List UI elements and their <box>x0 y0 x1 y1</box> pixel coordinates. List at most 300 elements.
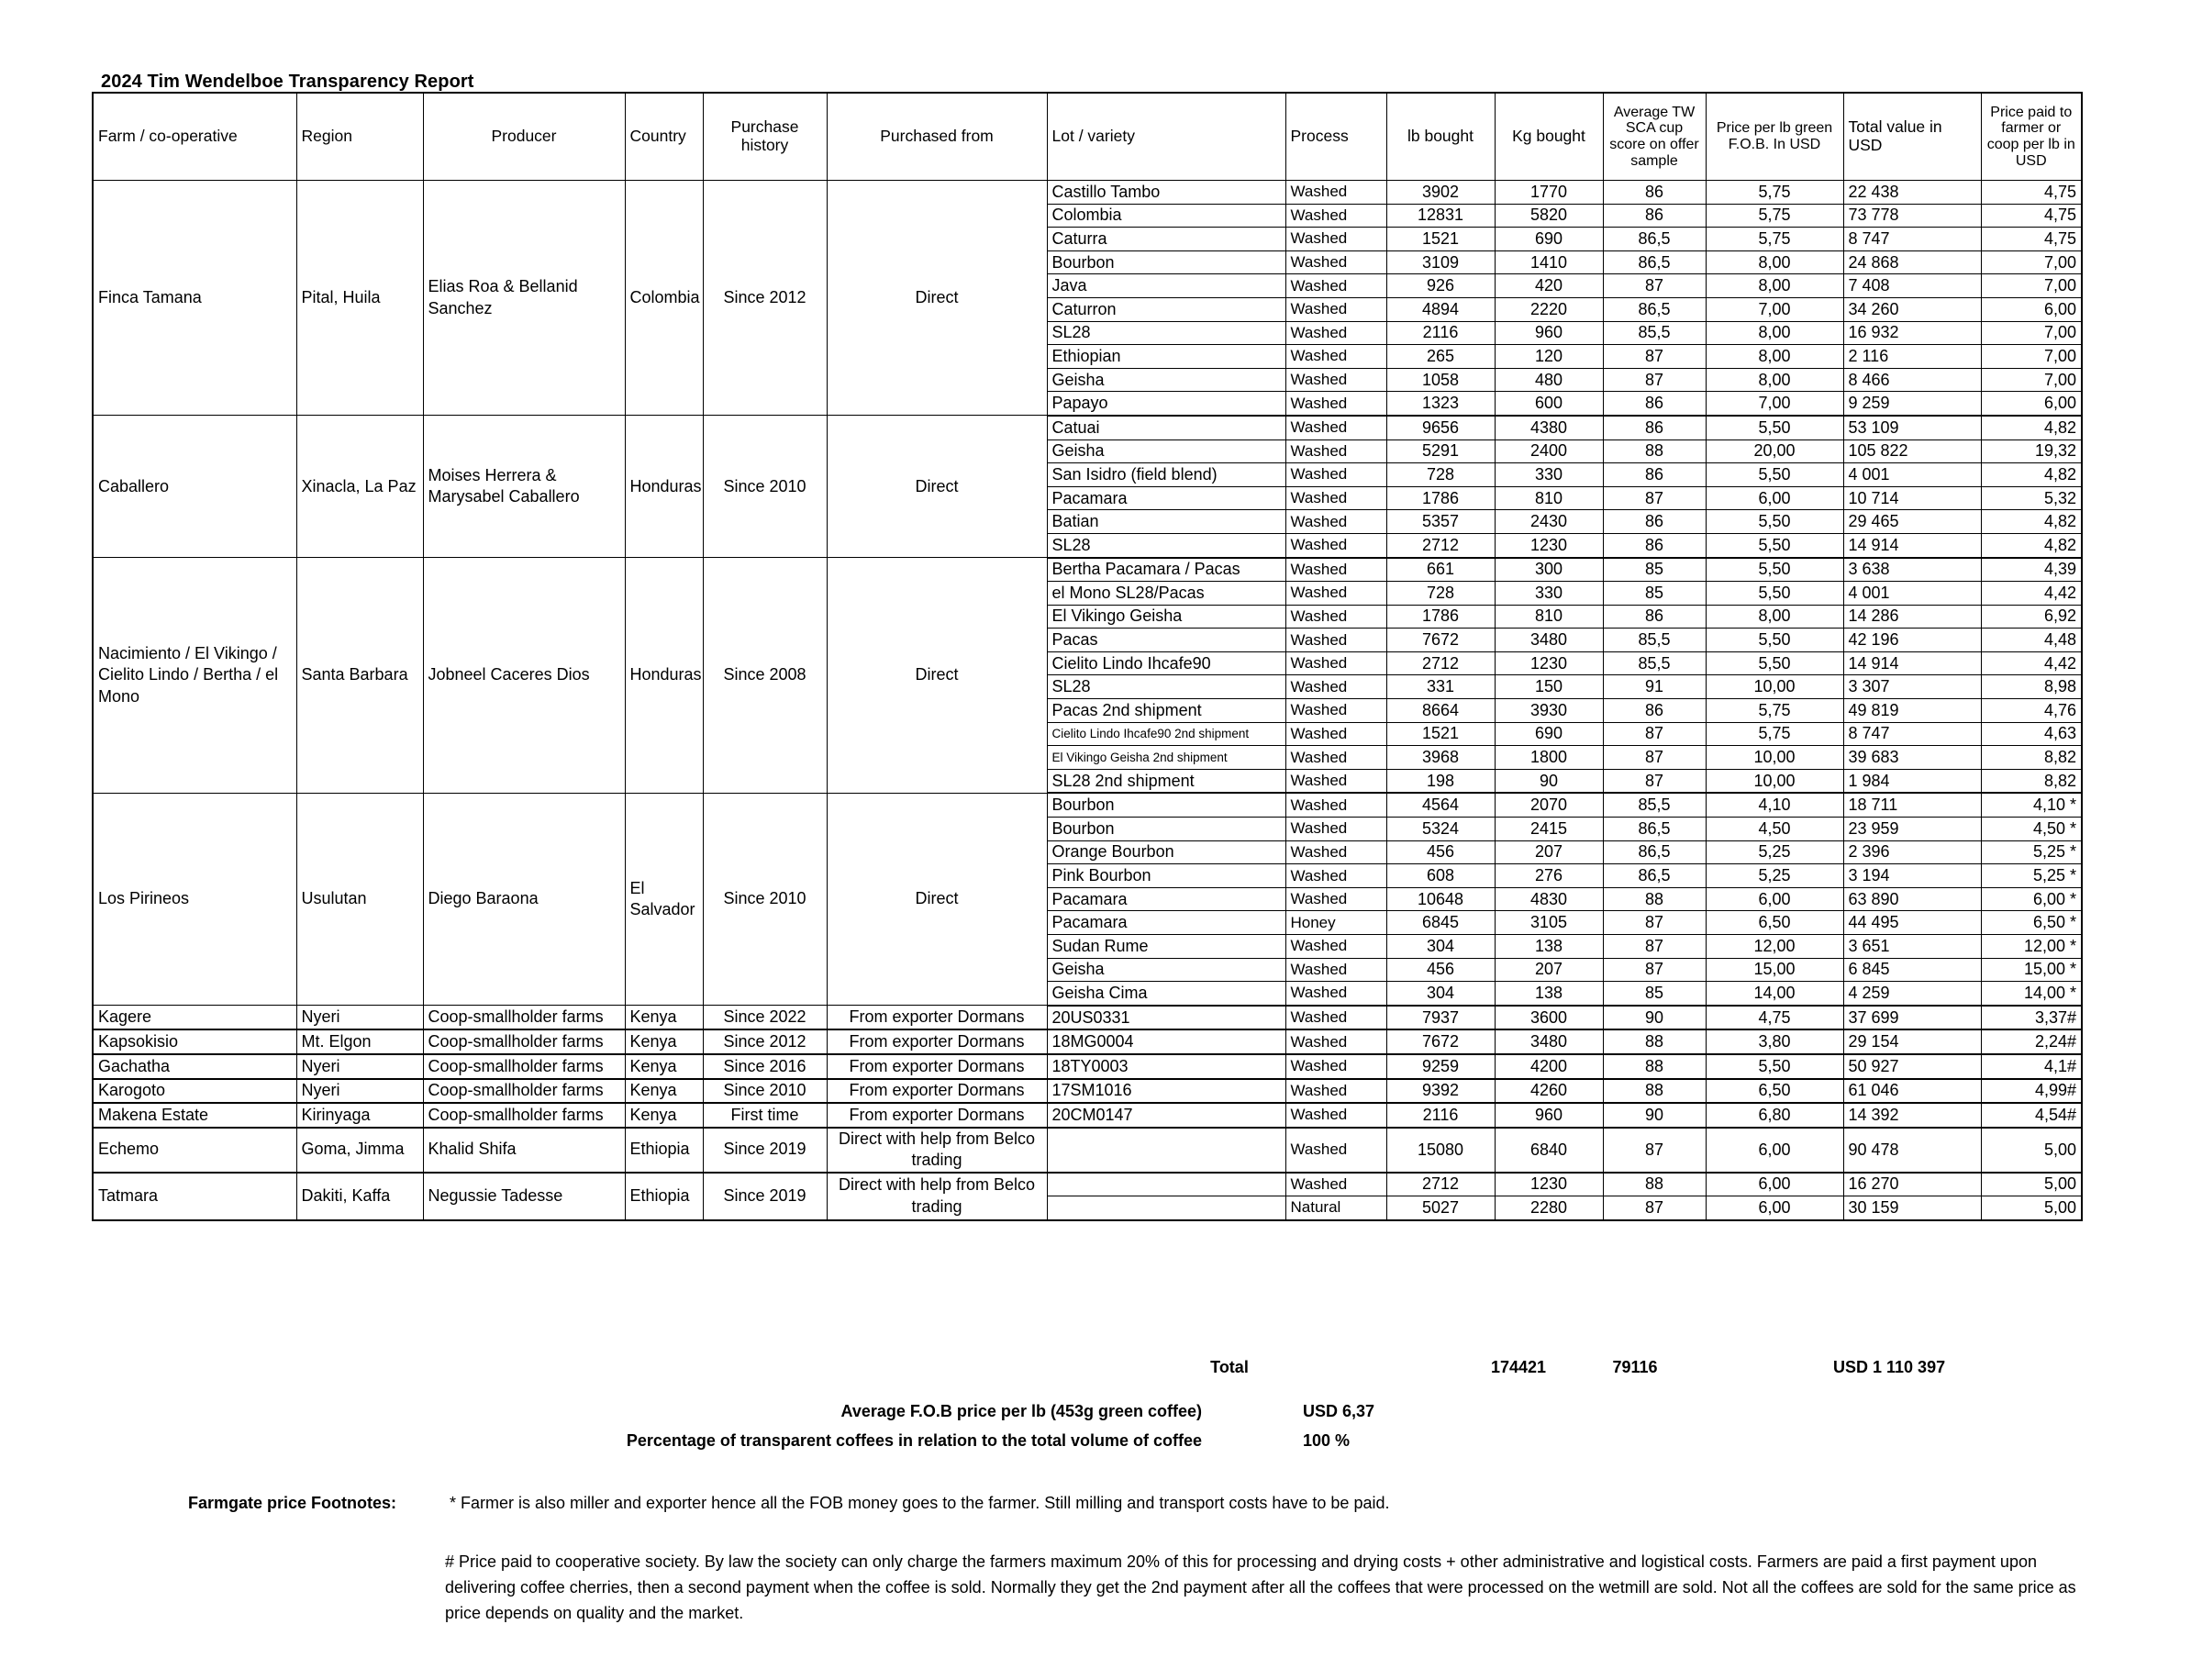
cell-lb-bought: 2116 <box>1386 1103 1495 1128</box>
cell-cup-score: 86,5 <box>1603 297 1706 321</box>
cell-purchase-history: Since 2012 <box>703 1029 827 1054</box>
cell-price-per-lb: 10,00 <box>1706 746 1843 770</box>
cell-purchased-from: From exporter Dormans <box>827 1054 1047 1079</box>
cell-total-value: 61 046 <box>1843 1079 1981 1104</box>
cell-kg-bought: 3930 <box>1495 699 1603 723</box>
cell-purchase-history: Since 2008 <box>703 558 827 794</box>
cell-producer: Coop-smallholder farms <box>423 1006 625 1030</box>
cell-farmgate: 7,00 <box>1981 368 2082 392</box>
cell-purchased-from: From exporter Dormans <box>827 1103 1047 1128</box>
cell-process: Washed <box>1285 416 1386 439</box>
cell-farmgate: 8,82 <box>1981 746 2082 770</box>
cell-lb-bought: 5027 <box>1386 1196 1495 1220</box>
cell-lot-variety: 18MG0004 <box>1047 1029 1285 1054</box>
cell-farm: Los Pirineos <box>93 793 296 1005</box>
cell-region: Goma, Jimma <box>296 1128 423 1173</box>
cell-process: Washed <box>1285 887 1386 911</box>
summary-line-avg-fob <box>0 1402 2202 1431</box>
cell-kg-bought: 120 <box>1495 345 1603 369</box>
cell-lot-variety: Caturron <box>1047 297 1285 321</box>
cell-cup-score: 86 <box>1603 605 1706 629</box>
cell-lb-bought: 1521 <box>1386 228 1495 251</box>
summary-label-transparent-pct: Percentage of transparent coffees in relation to the total volume of coffee <box>626 1431 1202 1450</box>
cell-purchase-history: Since 2010 <box>703 1079 827 1104</box>
cell-farmgate: 4,48 <box>1981 629 2082 652</box>
cell-process: Washed <box>1285 769 1386 793</box>
cell-kg-bought: 960 <box>1495 1103 1603 1128</box>
cell-price-per-lb: 8,00 <box>1706 368 1843 392</box>
cell-total-value: 22 438 <box>1843 181 1981 205</box>
cell-kg-bought: 276 <box>1495 864 1603 888</box>
cell-lb-bought: 2712 <box>1386 533 1495 557</box>
cell-total-value: 2 116 <box>1843 345 1981 369</box>
cell-price-per-lb: 5,25 <box>1706 864 1843 888</box>
cell-lot-variety: 17SM1016 <box>1047 1079 1285 1104</box>
cell-cup-score: 90 <box>1603 1006 1706 1030</box>
cell-producer: Coop-smallholder farms <box>423 1054 625 1079</box>
totals-value: USD 1 110 397 <box>1833 1358 1946 1376</box>
col-header-cup-score: Average TW SCA cup score on offer sample <box>1603 93 1706 181</box>
cell-cup-score: 85,5 <box>1603 629 1706 652</box>
cell-process: Washed <box>1285 582 1386 606</box>
cell-lot-variety: Pacamara <box>1047 887 1285 911</box>
cell-price-per-lb: 14,00 <box>1706 982 1843 1006</box>
cell-farmgate: 12,00 * <box>1981 935 2082 959</box>
totals-lb: 174421 <box>1490 1358 1547 1376</box>
cell-farmgate: 4,76 <box>1981 699 2082 723</box>
cell-region: Nyeri <box>296 1054 423 1079</box>
cell-price-per-lb: 5,50 <box>1706 510 1843 534</box>
cell-kg-bought: 1770 <box>1495 181 1603 205</box>
cell-country: Honduras <box>625 416 703 558</box>
cell-purchase-history: Since 2016 <box>703 1054 827 1079</box>
cell-farmgate: 14,00 * <box>1981 982 2082 1006</box>
cell-process: Washed <box>1285 699 1386 723</box>
cell-farmgate: 5,00 <box>1981 1173 2082 1196</box>
cell-total-value: 29 154 <box>1843 1029 1981 1054</box>
cell-cup-score: 87 <box>1603 722 1706 746</box>
table-row <box>93 1173 2082 1196</box>
cell-kg-bought: 4260 <box>1495 1079 1603 1104</box>
cell-cup-score: 87 <box>1603 1196 1706 1220</box>
cell-lb-bought: 9392 <box>1386 1079 1495 1104</box>
cell-process: Washed <box>1285 629 1386 652</box>
cell-farmgate: 6,50 * <box>1981 911 2082 935</box>
cell-lot-variety: SL28 2nd shipment <box>1047 769 1285 793</box>
cell-lot-variety: 20US0331 <box>1047 1006 1285 1030</box>
cell-lb-bought: 728 <box>1386 582 1495 606</box>
cell-farmgate: 4,63 <box>1981 722 2082 746</box>
cell-total-value: 39 683 <box>1843 746 1981 770</box>
cell-kg-bought: 1410 <box>1495 250 1603 274</box>
cell-kg-bought: 810 <box>1495 486 1603 510</box>
cell-region: Kirinyaga <box>296 1103 423 1128</box>
cell-price-per-lb: 5,25 <box>1706 840 1843 864</box>
cell-farmgate: 19,32 <box>1981 439 2082 463</box>
cell-purchased-from: Direct <box>827 558 1047 794</box>
cell-lot-variety: Pacamara <box>1047 911 1285 935</box>
footnote-star: * Farmer is also miller and exporter hence all the FOB money goes to the farmer. Still milling and transport costs have to be paid. <box>450 1494 1390 1512</box>
cell-total-value: 49 819 <box>1843 699 1981 723</box>
cell-price-per-lb: 5,75 <box>1706 699 1843 723</box>
cell-farm: Kapsokisio <box>93 1029 296 1054</box>
cell-kg-bought: 2430 <box>1495 510 1603 534</box>
cell-farmgate: 6,00 <box>1981 297 2082 321</box>
cell-country: Kenya <box>625 1054 703 1079</box>
cell-cup-score: 86 <box>1603 204 1706 228</box>
cell-price-per-lb: 5,50 <box>1706 651 1843 675</box>
cell-lot-variety: Cielito Lindo Ihcafe90 <box>1047 651 1285 675</box>
cell-cup-score: 86,5 <box>1603 228 1706 251</box>
cell-lot-variety <box>1047 1173 1285 1196</box>
cell-total-value: 4 001 <box>1843 463 1981 487</box>
cell-price-per-lb: 6,80 <box>1706 1103 1843 1128</box>
cell-purchase-history: Since 2019 <box>703 1128 827 1173</box>
cell-process: Washed <box>1285 228 1386 251</box>
cell-lot-variety: Colombia <box>1047 204 1285 228</box>
cell-total-value: 90 478 <box>1843 1128 1981 1173</box>
cell-lb-bought: 10648 <box>1386 887 1495 911</box>
cell-total-value: 42 196 <box>1843 629 1981 652</box>
table-row <box>93 416 2082 439</box>
cell-purchase-history: Since 2010 <box>703 793 827 1005</box>
cell-process: Natural <box>1285 1196 1386 1220</box>
cell-region: Nyeri <box>296 1006 423 1030</box>
cell-kg-bought: 1230 <box>1495 651 1603 675</box>
cell-kg-bought: 207 <box>1495 840 1603 864</box>
cell-price-per-lb: 15,00 <box>1706 958 1843 982</box>
cell-lot-variety: SL28 <box>1047 675 1285 699</box>
totals-label: Total <box>1210 1358 1249 1376</box>
cell-kg-bought: 2070 <box>1495 793 1603 817</box>
cell-farmgate: 5,00 <box>1981 1128 2082 1173</box>
cell-cup-score: 86 <box>1603 699 1706 723</box>
cell-farmgate: 3,37# <box>1981 1006 2082 1030</box>
col-header-kg-bought: Kg bought <box>1495 93 1603 181</box>
cell-lot-variety: el Mono SL28/Pacas <box>1047 582 1285 606</box>
cell-purchased-from: Direct <box>827 181 1047 416</box>
cell-lb-bought: 7672 <box>1386 1029 1495 1054</box>
cell-kg-bought: 690 <box>1495 228 1603 251</box>
cell-price-per-lb: 20,00 <box>1706 439 1843 463</box>
cell-producer: Diego Baraona <box>423 793 625 1005</box>
cell-price-per-lb: 5,50 <box>1706 582 1843 606</box>
cell-farmgate: 8,98 <box>1981 675 2082 699</box>
cell-lb-bought: 456 <box>1386 840 1495 864</box>
cell-price-per-lb: 8,00 <box>1706 605 1843 629</box>
table-row <box>93 1079 2082 1104</box>
cell-price-per-lb: 5,50 <box>1706 463 1843 487</box>
summary-block <box>0 1402 2202 1461</box>
cell-kg-bought: 4380 <box>1495 416 1603 439</box>
cell-price-per-lb: 7,00 <box>1706 392 1843 416</box>
cell-price-per-lb: 5,50 <box>1706 558 1843 582</box>
cell-kg-bought: 420 <box>1495 274 1603 298</box>
cell-lb-bought: 7672 <box>1386 629 1495 652</box>
cell-kg-bought: 4200 <box>1495 1054 1603 1079</box>
cell-cup-score: 86 <box>1603 416 1706 439</box>
cell-purchase-history: First time <box>703 1103 827 1128</box>
cell-farmgate: 4,42 <box>1981 651 2082 675</box>
cell-farm: Karogoto <box>93 1079 296 1104</box>
cell-process: Washed <box>1285 345 1386 369</box>
cell-price-per-lb: 8,00 <box>1706 345 1843 369</box>
cell-lb-bought: 608 <box>1386 864 1495 888</box>
cell-process: Washed <box>1285 510 1386 534</box>
cell-farmgate: 4,42 <box>1981 582 2082 606</box>
cell-farmgate: 6,00 * <box>1981 887 2082 911</box>
cell-price-per-lb: 5,75 <box>1706 181 1843 205</box>
cell-cup-score: 85,5 <box>1603 793 1706 817</box>
cell-kg-bought: 810 <box>1495 605 1603 629</box>
cell-cup-score: 87 <box>1603 769 1706 793</box>
cell-price-per-lb: 8,00 <box>1706 250 1843 274</box>
col-header-lot-variety: Lot / variety <box>1047 93 1285 181</box>
cell-total-value: 63 890 <box>1843 887 1981 911</box>
summary-label-avg-fob: Average F.O.B price per lb (453g green coffee) <box>840 1402 1202 1420</box>
cell-cup-score: 90 <box>1603 1103 1706 1128</box>
cell-farmgate: 15,00 * <box>1981 958 2082 982</box>
cell-price-per-lb: 10,00 <box>1706 675 1843 699</box>
cell-process: Washed <box>1285 722 1386 746</box>
cell-total-value: 44 495 <box>1843 911 1981 935</box>
cell-cup-score: 86,5 <box>1603 840 1706 864</box>
cell-farmgate: 4,82 <box>1981 510 2082 534</box>
cell-lb-bought: 4564 <box>1386 793 1495 817</box>
cell-process: Washed <box>1285 982 1386 1006</box>
cell-country: Ethiopia <box>625 1128 703 1173</box>
cell-cup-score: 87 <box>1603 486 1706 510</box>
cell-process: Washed <box>1285 651 1386 675</box>
cell-process: Washed <box>1285 533 1386 557</box>
cell-farmgate: 4,1# <box>1981 1054 2082 1079</box>
cell-lb-bought: 926 <box>1386 274 1495 298</box>
cell-process: Washed <box>1285 1006 1386 1030</box>
cell-region: Usulutan <box>296 793 423 1005</box>
cell-total-value: 14 914 <box>1843 651 1981 675</box>
cell-region: Pital, Huila <box>296 181 423 416</box>
cell-farm: Echemo <box>93 1128 296 1173</box>
cell-lb-bought: 304 <box>1386 982 1495 1006</box>
cell-process: Washed <box>1285 439 1386 463</box>
cell-total-value: 29 465 <box>1843 510 1981 534</box>
cell-lb-bought: 5291 <box>1386 439 1495 463</box>
cell-cup-score: 86 <box>1603 463 1706 487</box>
cell-cup-score: 87 <box>1603 368 1706 392</box>
cell-kg-bought: 3480 <box>1495 1029 1603 1054</box>
cell-kg-bought: 330 <box>1495 582 1603 606</box>
cell-lot-variety: Catuai <box>1047 416 1285 439</box>
cell-kg-bought: 300 <box>1495 558 1603 582</box>
cell-kg-bought: 330 <box>1495 463 1603 487</box>
cell-process: Washed <box>1285 793 1386 817</box>
cell-total-value: 50 927 <box>1843 1054 1981 1079</box>
cell-region: Mt. Elgon <box>296 1029 423 1054</box>
cell-process: Washed <box>1285 392 1386 416</box>
cell-lot-variety: Bourbon <box>1047 250 1285 274</box>
cell-lot-variety: Pacas 2nd shipment <box>1047 699 1285 723</box>
cell-cup-score: 91 <box>1603 675 1706 699</box>
col-header-price-per-lb: Price per lb green F.O.B. In USD <box>1706 93 1843 181</box>
cell-lot-variety: Cielito Lindo Ihcafe90 2nd shipment <box>1047 722 1285 746</box>
cell-country: Kenya <box>625 1079 703 1104</box>
cell-cup-score: 88 <box>1603 1079 1706 1104</box>
cell-cup-score: 86 <box>1603 392 1706 416</box>
cell-purchase-history: Since 2022 <box>703 1006 827 1030</box>
cell-process: Washed <box>1285 675 1386 699</box>
cell-total-value: 30 159 <box>1843 1196 1981 1220</box>
cell-price-per-lb: 5,75 <box>1706 204 1843 228</box>
cell-total-value: 37 699 <box>1843 1006 1981 1030</box>
cell-purchase-history: Since 2010 <box>703 416 827 558</box>
cell-lot-variety: El Vikingo Geisha 2nd shipment <box>1047 746 1285 770</box>
cell-cup-score: 86,5 <box>1603 818 1706 841</box>
summary-line-transparent-pct <box>0 1431 2202 1461</box>
cell-region: Xinacla, La Paz <box>296 416 423 558</box>
page-title: 2024 Tim Wendelboe Transparency Report <box>101 72 474 92</box>
cell-cup-score: 85 <box>1603 982 1706 1006</box>
cell-lot-variety: Pacamara <box>1047 486 1285 510</box>
cell-kg-bought: 480 <box>1495 368 1603 392</box>
cell-lb-bought: 2712 <box>1386 1173 1495 1196</box>
cell-cup-score: 87 <box>1603 274 1706 298</box>
cell-process: Washed <box>1285 368 1386 392</box>
cell-country: Kenya <box>625 1006 703 1030</box>
cell-cup-score: 87 <box>1603 746 1706 770</box>
cell-total-value: 3 638 <box>1843 558 1981 582</box>
table-body <box>93 181 2082 1220</box>
cell-process: Washed <box>1285 818 1386 841</box>
cell-farm: Makena Estate <box>93 1103 296 1128</box>
cell-kg-bought: 600 <box>1495 392 1603 416</box>
cell-lb-bought: 2712 <box>1386 651 1495 675</box>
table-header <box>93 93 2082 181</box>
summary-value-avg-fob: USD 6,37 <box>1303 1402 1375 1420</box>
cell-process: Washed <box>1285 558 1386 582</box>
cell-farmgate: 4,75 <box>1981 204 2082 228</box>
table-row <box>93 558 2082 582</box>
cell-price-per-lb: 12,00 <box>1706 935 1843 959</box>
cell-lb-bought: 3902 <box>1386 181 1495 205</box>
cell-price-per-lb: 5,50 <box>1706 1054 1843 1079</box>
cell-producer: Elias Roa & Bellanid Sanchez <box>423 181 625 416</box>
cell-lb-bought: 2116 <box>1386 321 1495 345</box>
cell-purchased-from: From exporter Dormans <box>827 1006 1047 1030</box>
cell-process: Washed <box>1285 181 1386 205</box>
cell-farmgate: 8,82 <box>1981 769 2082 793</box>
cell-lb-bought: 304 <box>1386 935 1495 959</box>
cell-farmgate: 4,75 <box>1981 181 2082 205</box>
cell-total-value: 23 959 <box>1843 818 1981 841</box>
col-header-farm: Farm / co-operative <box>93 93 296 181</box>
cell-lot-variety: Ethiopian <box>1047 345 1285 369</box>
cell-kg-bought: 150 <box>1495 675 1603 699</box>
cell-kg-bought: 4830 <box>1495 887 1603 911</box>
cell-total-value: 4 001 <box>1843 582 1981 606</box>
transparency-table <box>92 92 2083 1221</box>
cell-lot-variety: 20CM0147 <box>1047 1103 1285 1128</box>
cell-lot-variety: Bourbon <box>1047 793 1285 817</box>
totals-kg: 79116 <box>1612 1358 1658 1376</box>
cell-purchase-history: Since 2012 <box>703 181 827 416</box>
table-row <box>93 793 2082 817</box>
cell-price-per-lb: 6,50 <box>1706 911 1843 935</box>
cell-lot-variety: Orange Bourbon <box>1047 840 1285 864</box>
cell-price-per-lb: 6,00 <box>1706 1128 1843 1173</box>
cell-total-value: 6 845 <box>1843 958 1981 982</box>
cell-farm: Caballero <box>93 416 296 558</box>
cell-lot-variety: Java <box>1047 274 1285 298</box>
cell-total-value: 4 259 <box>1843 982 1981 1006</box>
cell-farm: Kagere <box>93 1006 296 1030</box>
table-row <box>93 1029 2082 1054</box>
col-header-total-value: Total value in USD <box>1843 93 1981 181</box>
cell-kg-bought: 207 <box>1495 958 1603 982</box>
cell-kg-bought: 960 <box>1495 321 1603 345</box>
cell-price-per-lb: 5,50 <box>1706 629 1843 652</box>
cell-kg-bought: 5820 <box>1495 204 1603 228</box>
cell-country: Kenya <box>625 1029 703 1054</box>
cell-total-value: 105 822 <box>1843 439 1981 463</box>
cell-price-per-lb: 4,10 <box>1706 793 1843 817</box>
cell-region: Santa Barbara <box>296 558 423 794</box>
cell-lot-variety: Geisha <box>1047 439 1285 463</box>
cell-price-per-lb: 5,50 <box>1706 416 1843 439</box>
cell-lot-variety: El Vikingo Geisha <box>1047 605 1285 629</box>
cell-price-per-lb: 6,00 <box>1706 486 1843 510</box>
cell-total-value: 53 109 <box>1843 416 1981 439</box>
cell-purchased-from: Direct <box>827 416 1047 558</box>
cell-farmgate: 4,82 <box>1981 463 2082 487</box>
cell-kg-bought: 1800 <box>1495 746 1603 770</box>
cell-lot-variety: SL28 <box>1047 321 1285 345</box>
cell-lb-bought: 456 <box>1386 958 1495 982</box>
cell-lb-bought: 198 <box>1386 769 1495 793</box>
cell-process: Washed <box>1285 1029 1386 1054</box>
cell-price-per-lb: 6,00 <box>1706 887 1843 911</box>
cell-lb-bought: 9656 <box>1386 416 1495 439</box>
cell-farmgate: 4,99# <box>1981 1079 2082 1104</box>
cell-farmgate: 5,32 <box>1981 486 2082 510</box>
cell-kg-bought: 3105 <box>1495 911 1603 935</box>
cell-total-value: 8 747 <box>1843 722 1981 746</box>
cell-total-value: 16 932 <box>1843 321 1981 345</box>
cell-lb-bought: 3109 <box>1386 250 1495 274</box>
cell-cup-score: 85 <box>1603 558 1706 582</box>
cell-farmgate: 4,82 <box>1981 533 2082 557</box>
cell-lot-variety: Bertha Pacamara / Pacas <box>1047 558 1285 582</box>
cell-country: Ethiopia <box>625 1173 703 1220</box>
cell-country: Kenya <box>625 1103 703 1128</box>
cell-price-per-lb: 4,50 <box>1706 818 1843 841</box>
cell-process: Washed <box>1285 321 1386 345</box>
col-header-lb-bought: lb bought <box>1386 93 1495 181</box>
table-row <box>93 181 2082 205</box>
cell-lb-bought: 15080 <box>1386 1128 1495 1173</box>
totals-row <box>92 1352 2081 1385</box>
cell-farmgate: 7,00 <box>1981 274 2082 298</box>
cell-lb-bought: 1058 <box>1386 368 1495 392</box>
cell-cup-score: 85,5 <box>1603 651 1706 675</box>
cell-producer: Moises Herrera & Marysabel Caballero <box>423 416 625 558</box>
cell-lb-bought: 1786 <box>1386 486 1495 510</box>
cell-lot-variety: Pacas <box>1047 629 1285 652</box>
cell-producer: Coop-smallholder farms <box>423 1079 625 1104</box>
cell-price-per-lb: 8,00 <box>1706 321 1843 345</box>
cell-farmgate: 5,25 * <box>1981 840 2082 864</box>
cell-purchased-from: Direct with help from Belco trading <box>827 1173 1047 1220</box>
cell-lot-variety <box>1047 1196 1285 1220</box>
